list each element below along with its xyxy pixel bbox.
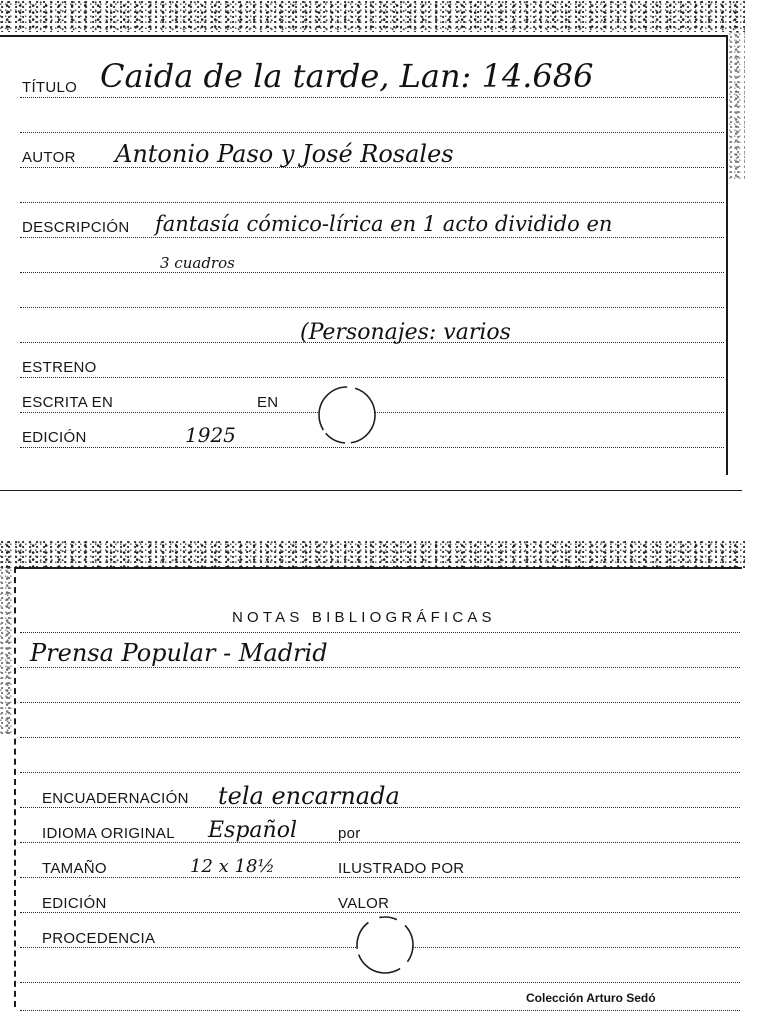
idioma-original-value: Español — [208, 818, 297, 843]
autor-value: Antonio Paso y José Rosales — [115, 140, 454, 168]
scan-edge-noise — [729, 30, 745, 180]
back-card — [0, 530, 759, 1028]
ruled-line — [20, 132, 724, 133]
ruled-line — [20, 982, 740, 983]
descripcion-label: DESCRIPCIÓN — [22, 219, 130, 236]
card-right-border — [726, 35, 728, 475]
punch-hole-icon — [354, 914, 416, 976]
idioma-original-label: IDIOMA ORIGINAL — [42, 825, 175, 842]
descripcion-line1: fantasía cómico-lírica en 1 acto dividido en — [155, 212, 613, 236]
ruled-line — [20, 702, 740, 703]
ilustrado-por-label: ILUSTRADO POR — [338, 860, 465, 877]
card-top-border — [0, 35, 728, 37]
encuadernacion-label: ENCUADERNACIÓN — [42, 790, 189, 807]
card-top-border — [14, 567, 742, 569]
titulo-value: Caida de la tarde, Lan: 14.686 — [100, 57, 594, 95]
ruled-line — [20, 877, 740, 878]
notas-value: Prensa Popular - Madrid — [30, 639, 328, 667]
edicion-label: EDICIÓN — [42, 895, 107, 912]
edicion-label: EDICIÓN — [22, 429, 87, 446]
titulo-label: TÍTULO — [22, 79, 78, 96]
valor-label: VALOR — [338, 895, 390, 912]
front-card — [0, 0, 759, 500]
ruled-line — [20, 97, 724, 98]
por-label: por — [338, 825, 361, 842]
ruled-line — [20, 237, 724, 238]
card-bottom-edge — [0, 490, 742, 491]
ruled-line — [20, 842, 740, 843]
ruled-line — [20, 632, 740, 633]
ruled-line — [20, 1010, 740, 1011]
ruled-line — [20, 912, 740, 913]
ruled-line — [20, 447, 724, 448]
en-label: EN — [257, 394, 279, 411]
ruled-line — [20, 272, 724, 273]
tamano-value: 12 x 18½ — [190, 856, 275, 877]
scan-edge-noise — [0, 0, 745, 32]
ruled-line — [20, 667, 740, 668]
tamano-label: TAMAÑO — [42, 860, 107, 877]
card-left-border — [14, 567, 16, 1007]
ruled-line — [20, 202, 724, 203]
ruled-line — [20, 307, 724, 308]
personajes-note: (Personajes: varios — [300, 320, 511, 345]
scan-edge-noise — [0, 540, 745, 568]
ruled-line — [20, 377, 724, 378]
edicion-value: 1925 — [185, 423, 236, 447]
punch-hole-icon — [316, 384, 378, 446]
procedencia-label: PROCEDENCIA — [42, 930, 156, 947]
estreno-label: ESTRENO — [22, 359, 97, 376]
notas-heading: NOTAS BIBLIOGRÁFICAS — [232, 609, 496, 626]
autor-label: AUTOR — [22, 149, 76, 166]
descripcion-line2: 3 cuadros — [160, 254, 235, 272]
escrita-en-label: ESCRITA EN — [22, 394, 114, 411]
scan-edge-noise — [0, 566, 14, 736]
ruled-line — [20, 737, 740, 738]
ruled-line — [20, 772, 740, 773]
collection-footer: Colección Arturo Sedó — [526, 991, 656, 1005]
encuadernacion-value: tela encarnada — [218, 782, 400, 810]
